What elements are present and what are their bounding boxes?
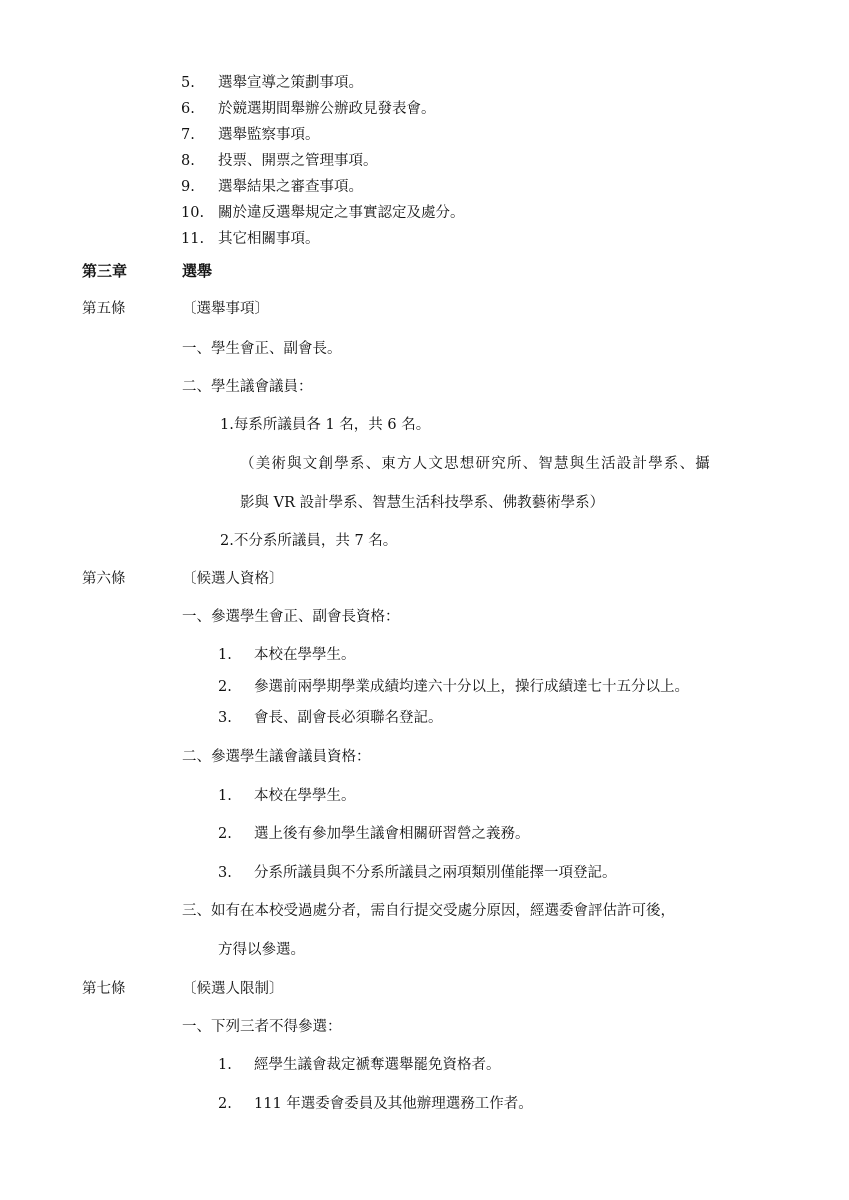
- list-number: 2.: [218, 826, 232, 842]
- list-number: 6.: [181, 101, 195, 117]
- article-label: 第五條: [82, 301, 126, 317]
- list-item: [218, 827, 530, 842]
- list-text: 本校在學學生。: [254, 788, 356, 804]
- list-number: 1.: [218, 647, 232, 663]
- list-item: [218, 648, 356, 663]
- list-item: [181, 206, 465, 221]
- list-text: 參選前兩學期學業成績均達六十分以上，操行成績達七十五分以上。: [254, 679, 689, 695]
- list-text: 111 年選委會委員及其他辦理選務工作者。: [254, 1096, 533, 1112]
- list-text: 選舉結果之審查事項。: [218, 179, 363, 195]
- list-text: 投票、開票之管理事項。: [218, 153, 378, 169]
- list-number: 9.: [181, 179, 195, 195]
- list-item: [218, 680, 689, 695]
- article-label: 第六條: [82, 571, 126, 587]
- list-number: 3.: [218, 865, 232, 881]
- list-item: [181, 232, 320, 247]
- list-number: 3.: [218, 710, 232, 726]
- list-item: [181, 154, 378, 169]
- list-text: 分系所議員與不分系所議員之兩項類別僅能擇一項登記。: [254, 865, 617, 881]
- chapter-label: 第三章: [82, 262, 128, 280]
- clause-item: 三、如有在本校受過處分者，需自行提交受處分原因，經選委會評估許可後，: [182, 903, 675, 919]
- list-item: [181, 180, 363, 195]
- clause-item: 二、學生議會議員：: [182, 379, 313, 395]
- list-item: [181, 102, 436, 117]
- sub-item: 1.每系所議員各 1 名，共 6 名。: [220, 417, 431, 433]
- list-number: 7.: [181, 127, 195, 143]
- list-item: [218, 1058, 501, 1073]
- list-item: [181, 128, 320, 143]
- sub-item-note: （美術與文創學系、東方人文思想研究所、智慧與生活設計學系、攝: [240, 456, 711, 472]
- clause-item: 一、學生會正、副會長。: [182, 341, 342, 357]
- list-text: 本校在學學生。: [254, 647, 356, 663]
- clause-item: 二、參選學生議會議員資格：: [182, 749, 371, 765]
- list-item: [218, 866, 617, 881]
- article-title: 〔選舉事項〕: [182, 301, 269, 317]
- list-text: 經學生議會裁定褫奪選舉罷免資格者。: [254, 1057, 501, 1073]
- list-number: 11.: [181, 231, 205, 247]
- chapter-title: 選舉: [182, 262, 213, 280]
- list-text: 會長、副會長必須聯名登記。: [254, 710, 443, 726]
- list-text: 於競選期間舉辦公辦政見發表會。: [218, 101, 436, 117]
- list-text: 關於違反選舉規定之事實認定及處分。: [218, 205, 465, 221]
- list-item: [218, 1097, 533, 1112]
- list-number: 2.: [218, 679, 232, 695]
- clause-item-continuation: 方得以參選。: [218, 942, 305, 958]
- list-number: 8.: [181, 153, 195, 169]
- clause-item: 一、參選學生會正、副會長資格：: [182, 609, 400, 625]
- list-text: 選舉監察事項。: [218, 127, 320, 143]
- article-title: 〔候選人資格〕: [182, 571, 284, 587]
- list-number: 10.: [181, 205, 205, 221]
- list-number: 2.: [218, 1096, 232, 1112]
- list-item: [218, 711, 443, 726]
- list-text: 選上後有參加學生議會相關研習營之義務。: [254, 826, 530, 842]
- sub-item-note: 影與 VR 設計學系、智慧生活科技學系、佛教藝術學系）: [240, 495, 605, 511]
- sub-item: 2.不分系所議員，共 7 名。: [220, 533, 398, 549]
- list-number: 5.: [181, 75, 195, 91]
- list-text: 其它相關事項。: [218, 231, 320, 247]
- list-item: [181, 76, 363, 91]
- clause-item: 一、下列三者不得參選：: [182, 1019, 342, 1035]
- article-label: 第七條: [82, 981, 126, 997]
- list-number: 1.: [218, 788, 232, 804]
- list-item: [218, 789, 356, 804]
- list-number: 1.: [218, 1057, 232, 1073]
- list-text: 選舉宣導之策劃事項。: [218, 75, 363, 91]
- article-title: 〔候選人限制〕: [182, 981, 284, 997]
